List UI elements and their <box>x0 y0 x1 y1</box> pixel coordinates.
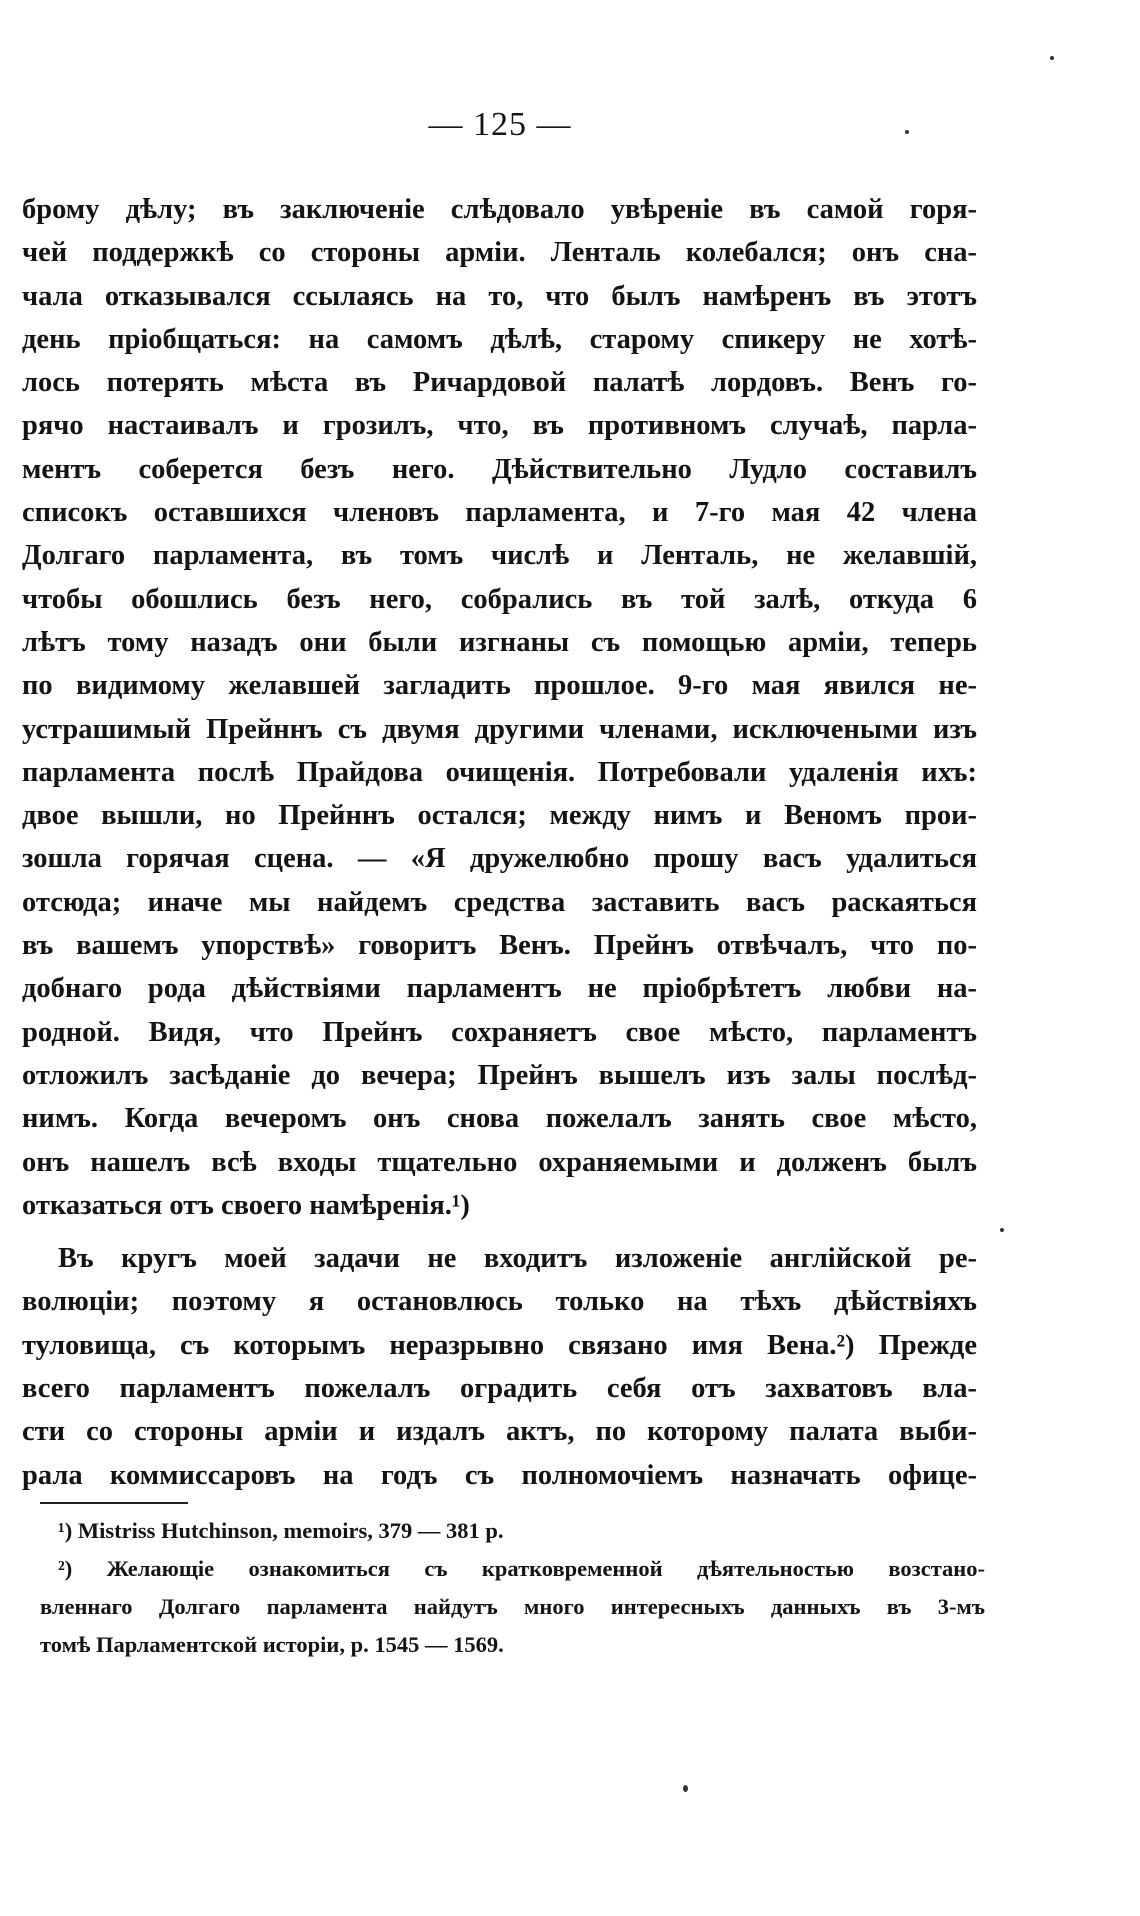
text-line: сти со стороны арміи и издалъ актъ, по которому палата выби- <box>22 1416 977 1448</box>
text-line: Долгаго парламента, въ томъ числѣ и Ленталь, не желавшій, <box>22 540 977 572</box>
text-line: волюціи; поэтому я остановлюсь только на тѣхъ дѣйствіяхъ <box>22 1286 977 1318</box>
text-line: всего парламентъ пожелалъ оградить себя отъ захватовъ вла- <box>22 1373 977 1405</box>
footnote-line: томѣ Парламентской исторіи, р. 1545 — 1569. <box>40 1632 504 1657</box>
body-text <box>22 188 977 1497</box>
text-line: по видимому желавшей загладить прошлое. 9-го мая явился не- <box>22 670 977 702</box>
footnotes <box>40 1512 985 1664</box>
page-number: — 125 — <box>428 106 572 143</box>
footnote-line: ¹) Mistriss Hutchinson, memoirs, 379 — 381 р. <box>58 1518 504 1543</box>
paper-speck <box>905 130 909 134</box>
footnote-line: вленнаго Долгаго парламента найдутъ много интересныхъ данныхъ въ 3-мъ <box>40 1594 985 1619</box>
text-line: чала отказывался ссылаясь на то, что былъ намѣренъ въ этотъ <box>22 280 977 312</box>
text-line: рала коммиссаровъ на годъ съ полномочіемъ назначать офице- <box>22 1459 977 1491</box>
text-line: зошла горячая сцена. — «Я дружелюбно прошу васъ удалиться <box>22 843 977 875</box>
paper-speck <box>1000 1228 1004 1232</box>
text-line: родной. Видя, что Прейнъ сохраняетъ свое мѣсто, парламентъ <box>22 1016 977 1048</box>
text-line: рячо настаивалъ и грозилъ, что, въ противномъ случаѣ, парла- <box>22 410 977 442</box>
paper-speck <box>1050 56 1054 60</box>
footnote-line: ²) Желающіе ознакомиться съ кратковременной дѣятельностью возстано- <box>58 1556 985 1581</box>
text-line: онъ нашелъ всѣ входы тщательно охраняемыми и долженъ былъ <box>22 1146 977 1178</box>
text-line: отложилъ засѣданіе до вечера; Прейнъ вышелъ изъ залы послѣд- <box>22 1059 977 1091</box>
text-line: чей поддержкѣ со стороны арміи. Ленталь колебался; онъ сна- <box>22 237 977 269</box>
text-line: списокъ оставшихся членовъ парламента, и 7-го мая 42 члена <box>22 497 977 529</box>
text-line: день пріобщаться: на самомъ дѣлѣ, старому спикеру не хотѣ- <box>22 323 977 355</box>
text-line: брому дѣлу; въ заключеніе слѣдовало увѣреніе въ самой горя- <box>22 194 977 225</box>
paragraph-1 <box>22 188 977 1227</box>
paper-speck <box>683 1785 688 1792</box>
text-line: ментъ соберется безъ него. Дѣйствительно Лудло составилъ <box>22 453 977 485</box>
text-line: Въ кругъ моей задачи не входитъ изложеніе англійской ре- <box>58 1243 977 1275</box>
text-line: нимъ. Когда вечеромъ онъ снова пожелалъ занять свое мѣсто, <box>22 1103 977 1135</box>
text-line: туловища, съ которымъ неразрывно связано имя Вена.²) Прежде <box>22 1329 977 1361</box>
text-line: двое вышли, но Прейннъ остался; между нимъ и Веномъ прои- <box>22 800 977 832</box>
footnote-divider <box>40 1502 188 1504</box>
text-line: отказаться отъ своего намѣренія.¹) <box>22 1189 470 1221</box>
footnote-2 <box>40 1550 985 1664</box>
text-line: парламента послѣ Прайдова очищенія. Потребовали удаленія ихъ: <box>22 756 977 788</box>
text-line: отсюда; иначе мы найдемъ средства заставить васъ раскаяться <box>22 886 977 918</box>
paragraph-2 <box>22 1237 977 1497</box>
text-line: добнаго рода дѣйствіями парламентъ не пріобрѣтетъ любви на- <box>22 973 977 1005</box>
footnote-1 <box>40 1512 985 1550</box>
paragraph-gap <box>22 1227 977 1237</box>
text-line: лось потерять мѣста въ Ричардовой палатѣ лордовъ. Венъ го- <box>22 367 977 399</box>
text-line: лѣтъ тому назадъ они были изгнаны съ помощью арміи, теперь <box>22 626 977 658</box>
text-line: устрашимый Прейннъ съ двумя другими членами, исключеными изъ <box>22 713 977 745</box>
text-line: въ вашемъ упорствѣ» говоритъ Венъ. Прейнъ отвѣчалъ, что по- <box>22 930 977 962</box>
text-line: чтобы обошлись безъ него, собрались въ той залѣ, откуда 6 <box>22 583 977 615</box>
